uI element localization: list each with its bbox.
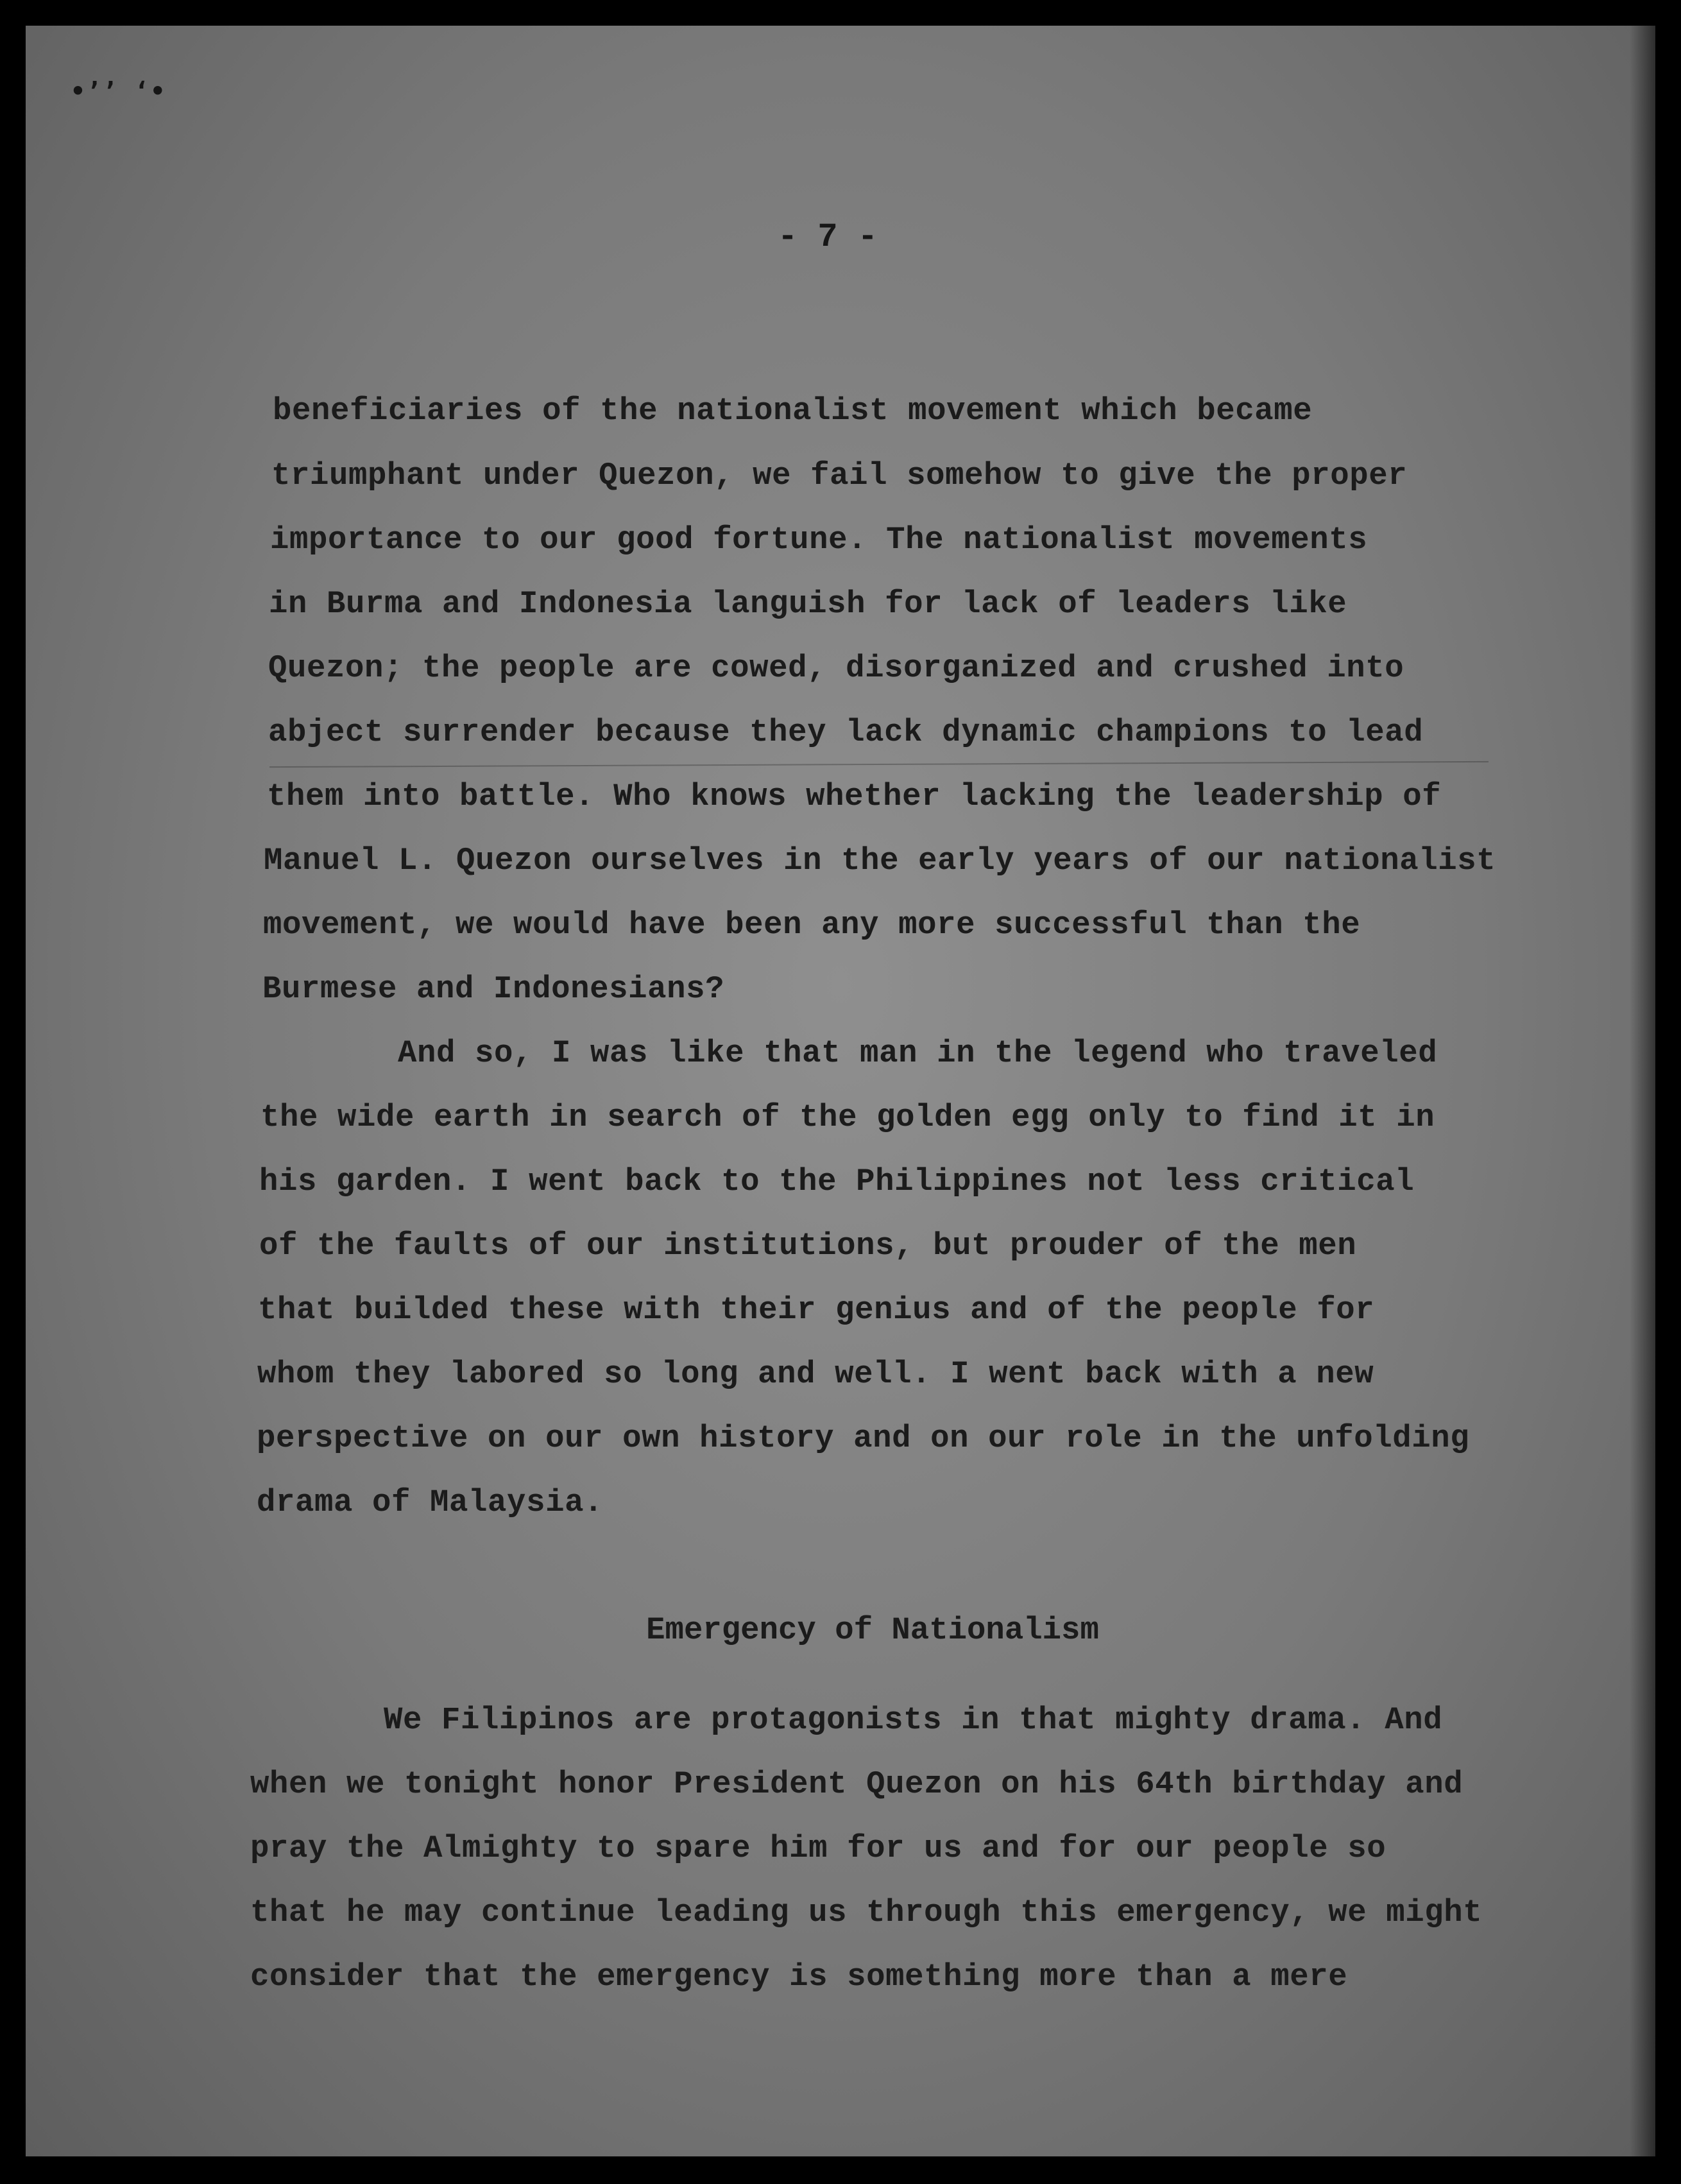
paragraph-2-line-4: of the faults of our institutions, but prouder of the men xyxy=(259,1228,1357,1264)
paragraph-1-line-9: movement, we would have been any more successful than the xyxy=(263,907,1361,943)
paragraph-1-line-2: triumphant under Quezon, we fail somehow to give the proper xyxy=(271,458,1408,494)
paragraph-3-line-4: that he may continue leading us through this emergency, we might xyxy=(250,1895,1483,1930)
paragraph-3-line-5: consider that the emergency is something more than a mere xyxy=(250,1959,1348,1995)
corner-mark: •’’ ʻ• xyxy=(71,77,167,105)
paragraph-1-line-4: in Burma and Indonesia languish for lack of leaders like xyxy=(269,586,1347,622)
paragraph-2-line-5: that builded these with their genius and of the people for xyxy=(258,1292,1375,1328)
paragraph-2-line-7: perspective on our own history and on our role in the unfolding xyxy=(257,1420,1470,1456)
paragraph-3-line-1: We Filipinos are protagonists in that mighty drama. And xyxy=(384,1702,1443,1738)
paragraph-1-line-8: Manuel L. Quezon ourselves in the early years of our nationalist xyxy=(264,843,1496,879)
paragraph-1-line-3: importance to our good fortune. The nationalist movements xyxy=(270,522,1368,558)
paragraph-1-line-1: beneficiaries of the nationalist movement which became xyxy=(273,393,1313,429)
typewritten-page xyxy=(26,26,1655,2156)
paragraph-1-line-6: abject surrender because they lack dynamic champions to lead xyxy=(268,714,1424,750)
stray-pen-line xyxy=(269,761,1489,768)
paragraph-3-line-3: pray the Almighty to spare him for us and for our people so xyxy=(250,1830,1387,1866)
paragraph-1-line-10: Burmese and Indonesians? xyxy=(262,971,725,1007)
paragraph-2-line-3: his garden. I went back to the Philippines not less critical xyxy=(259,1164,1415,1199)
paragraph-2-line-6: whom they labored so long and well. I went back with a new xyxy=(257,1356,1374,1392)
paragraph-2-line-1: And so, I was like that man in the legend who traveled xyxy=(398,1035,1438,1071)
paper-right-shadow xyxy=(1630,26,1655,2156)
paragraph-1-line-5: Quezon; the people are cowed, disorganized and crushed into xyxy=(268,650,1404,686)
section-heading: Emergency of Nationalism xyxy=(646,1612,1099,1648)
paragraph-2-line-8: drama of Malaysia. xyxy=(257,1484,604,1520)
paragraph-1-line-7: them into battle. Who knows whether lacking the leadership of xyxy=(267,778,1442,814)
page-number: - 7 - xyxy=(777,218,878,256)
paragraph-3-line-2: when we tonight honor President Quezon on his 64th birthday and xyxy=(250,1766,1463,1802)
paragraph-2-line-2: the wide earth in search of the golden egg only to find it in xyxy=(260,1099,1435,1135)
